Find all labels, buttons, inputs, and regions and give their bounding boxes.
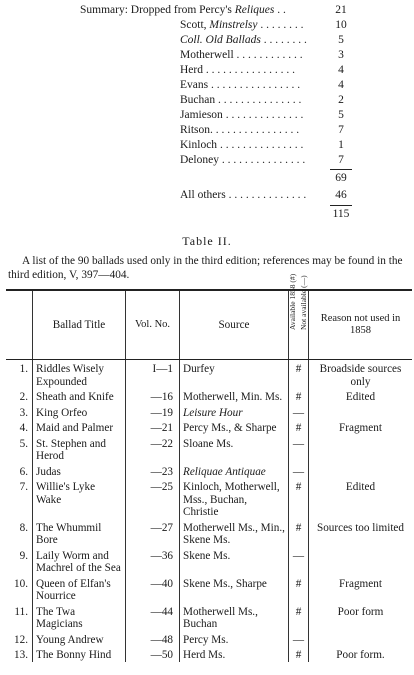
table-row [6, 519, 412, 547]
summary-rule [330, 205, 352, 206]
row-number: 3. [19, 406, 28, 419]
summary-label-text: Buchan [180, 94, 216, 106]
summary-label-text: Jamieson [180, 109, 223, 121]
row-source: Skene Ms., Sharpe [180, 575, 289, 603]
row-source: Percy Ms., & Sharpe [180, 419, 289, 435]
summary-label-text: Evans [180, 79, 209, 91]
row-title: Young Andrew [33, 631, 126, 647]
summary-label-text: Summary: Dropped from Percy's [80, 4, 235, 16]
header-source: Source [180, 290, 289, 360]
summary-row [0, 78, 414, 93]
row-title: The Whummil Bore [33, 519, 126, 547]
summary-row [0, 108, 414, 123]
ballad-table [6, 273, 412, 662]
summary-row [0, 3, 414, 18]
row-number: 13. [14, 649, 28, 661]
summary-dots: . . . . . . . . [260, 34, 307, 46]
summary-row [0, 18, 414, 33]
row-source: Reliquae Antiquae [180, 463, 289, 479]
summary-total [0, 207, 414, 222]
row-availability: — [289, 435, 309, 463]
row-vol: —36 [126, 547, 180, 575]
row-source: Kinloch, Motherwell, Mss., Buchan, Christie [180, 478, 289, 519]
summary-label [180, 153, 328, 168]
row-number: 6. [19, 465, 28, 478]
summary-row [0, 93, 414, 108]
summary-others-row [0, 188, 414, 203]
summary-value: 4 [338, 79, 344, 91]
summary-row [0, 48, 414, 63]
summary-value: 5 [338, 109, 344, 121]
table-row [6, 478, 412, 519]
summary-value: 4 [338, 64, 344, 76]
row-reason: Broadside sources only [309, 360, 413, 389]
summary-others-dots: . . . . . . . . . . . . . . [225, 189, 307, 201]
row-vol: —22 [126, 435, 180, 463]
row-number: 1. [19, 363, 28, 375]
row-vol: —25 [126, 478, 180, 519]
row-vol: —50 [126, 646, 180, 662]
row-title: Maid and Palmer [33, 419, 126, 435]
summary-value: 7 [338, 124, 344, 136]
summary-dots: . . . . . . . . . . . . . . . . [203, 64, 295, 76]
row-title: King Orfeo [33, 404, 126, 420]
table-row [6, 435, 412, 463]
row-number: 7. [19, 481, 28, 493]
row-title: Willie's Lyke Wake [33, 478, 126, 519]
row-title: Riddles Wisely Expounded [33, 360, 126, 389]
summary-label [80, 3, 330, 18]
table-row [6, 547, 412, 575]
row-source: Skene Ms. [180, 547, 289, 575]
summary-others-value: 46 [335, 189, 347, 201]
row-reason [309, 404, 413, 420]
summary-dots: . . . . . . . . . . . . . . . . [210, 124, 300, 136]
table-row [6, 575, 412, 603]
summary-label-text: Kinloch [180, 139, 218, 151]
row-title: Sheath and Knife [33, 388, 126, 404]
summary-value: 7 [338, 154, 344, 166]
header-reason: Reason not used in 1858 [309, 290, 413, 360]
table-row [6, 388, 412, 404]
summary-label [180, 93, 328, 108]
summary-label-text: Deloney [180, 154, 219, 166]
table-row [6, 603, 412, 631]
row-availability: — [289, 404, 309, 420]
summary-label [180, 123, 328, 138]
summary-row [0, 153, 414, 168]
table-row [6, 463, 412, 479]
row-number: 11. [14, 605, 28, 618]
row-reason [309, 463, 413, 479]
header-avail-b: Not available (—) [298, 275, 308, 330]
row-reason: Sources too limited [309, 519, 413, 547]
row-title: Judas [33, 463, 126, 479]
summary-dots: . . . . . . . . . . . . . . . [215, 94, 302, 106]
summary-dots: . . . . . . . . [257, 19, 304, 31]
row-source: Percy Ms. [180, 631, 289, 647]
row-title: Laily Worm and Machrel of the Sea [33, 547, 126, 575]
table-intro: A list of the 90 ballads used only in the third edition; references may be found in the third edition, V, 397—404. [8, 255, 403, 281]
row-availability: — [289, 547, 309, 575]
summary-value: 5 [338, 34, 344, 46]
row-reason: Fragment [309, 575, 413, 603]
summary-dots: . . . . . . . . . . . . [233, 49, 303, 61]
row-title: Queen of Elfan's Nourrice [33, 575, 126, 603]
summary-label-text: Ritson [180, 124, 211, 136]
row-vol: —48 [126, 631, 180, 647]
row-availability: # [289, 388, 309, 404]
row-number: 10. [14, 577, 28, 590]
table-row [6, 419, 412, 435]
summary-value: 2 [338, 94, 344, 106]
summary-subtotal-value: 69 [335, 172, 347, 184]
row-title: The Bonny Hind [33, 646, 126, 662]
row-number: 9. [19, 549, 28, 562]
row-vol: —19 [126, 404, 180, 420]
summary-dots: . . . . . . . . . . . . . . . . [208, 79, 301, 91]
row-number: 5. [19, 437, 28, 450]
row-source: Sloane Ms. [180, 435, 289, 463]
row-source: Leisure Hour [180, 404, 289, 420]
row-reason [309, 547, 413, 575]
summary-dots: . . . . . . . . . . . . . . . [217, 139, 304, 151]
row-availability: # [289, 478, 309, 519]
row-reason: Poor form [309, 603, 413, 631]
row-source: Motherwell, Min. Ms. [180, 388, 289, 404]
summary-label [180, 48, 328, 63]
summary-dots: . . . . . . . . . . . . . . [222, 109, 304, 121]
summary-label-italic: Coll. Old Ballads [180, 34, 261, 46]
row-vol: —21 [126, 419, 180, 435]
summary-label [180, 33, 328, 48]
summary-label-text: Motherwell [180, 49, 234, 61]
summary-value: 1 [338, 139, 344, 151]
summary-label-italic: Minstrelsy [209, 19, 258, 31]
summary-block [0, 0, 414, 232]
header-number [6, 290, 33, 360]
row-number: 8. [19, 521, 28, 534]
table-row [6, 631, 412, 647]
row-vol: —40 [126, 575, 180, 603]
row-availability: # [289, 575, 309, 603]
row-number: 2. [19, 391, 28, 403]
row-vol: I—1 [126, 360, 180, 389]
row-availability: # [289, 419, 309, 435]
row-source: Durfey [180, 360, 289, 389]
summary-value: 3 [338, 49, 344, 61]
row-reason: Edited [309, 388, 413, 404]
row-vol: —27 [126, 519, 180, 547]
row-availability: # [289, 646, 309, 662]
row-reason [309, 631, 413, 647]
summary-label-text: Herd [180, 64, 203, 76]
summary-subtotal [0, 171, 414, 186]
summary-others-label [180, 188, 328, 203]
summary-others-text: All others [180, 189, 226, 201]
header-title: Ballad Title [33, 290, 126, 360]
summary-label [180, 138, 328, 153]
row-availability: — [289, 631, 309, 647]
row-number: 4. [19, 422, 28, 434]
row-title: The Twa Magicians [33, 603, 126, 631]
header-vol: Vol. No. [126, 290, 180, 360]
row-reason: Poor form. [309, 646, 413, 662]
row-reason: Fragment [309, 419, 413, 435]
summary-label-text: Scott, [180, 19, 210, 31]
summary-row [0, 33, 414, 48]
row-number: 12. [14, 633, 28, 646]
row-reason: Edited [309, 478, 413, 519]
row-availability: # [289, 360, 309, 389]
row-vol: —44 [126, 603, 180, 631]
summary-value: 10 [335, 19, 347, 31]
summary-dots: . . . . . . . . . . . . . . . [218, 154, 306, 166]
summary-dots: . . [274, 4, 286, 16]
table-header-row [6, 290, 412, 360]
summary-label [180, 108, 328, 123]
summary-rule [330, 169, 352, 170]
row-title: St. Stephen and Herod [33, 435, 126, 463]
table-caption: Table II. [182, 234, 232, 248]
row-source: Motherwell Ms., Buchan [180, 603, 289, 631]
row-availability: — [289, 463, 309, 479]
summary-label-italic: Reliques [234, 4, 275, 16]
row-availability: # [289, 519, 309, 547]
row-vol: —23 [126, 463, 180, 479]
table-row [6, 646, 412, 662]
summary-row [0, 63, 414, 78]
row-source: Motherwell Ms., Min., Skene Ms. [180, 519, 289, 547]
table-row [6, 360, 412, 389]
summary-label [180, 18, 328, 33]
table-row [6, 404, 412, 420]
row-vol: —16 [126, 388, 180, 404]
summary-label [180, 63, 328, 78]
row-reason [309, 435, 413, 463]
summary-row [0, 138, 414, 153]
row-source: Herd Ms. [180, 646, 289, 662]
summary-total-value: 115 [332, 208, 350, 220]
summary-row [0, 123, 414, 138]
summary-value: 21 [335, 4, 347, 16]
row-availability: # [289, 603, 309, 631]
summary-label [180, 78, 328, 93]
header-availability [288, 273, 309, 360]
header-avail-a: Available 1858 (#) [288, 273, 298, 330]
